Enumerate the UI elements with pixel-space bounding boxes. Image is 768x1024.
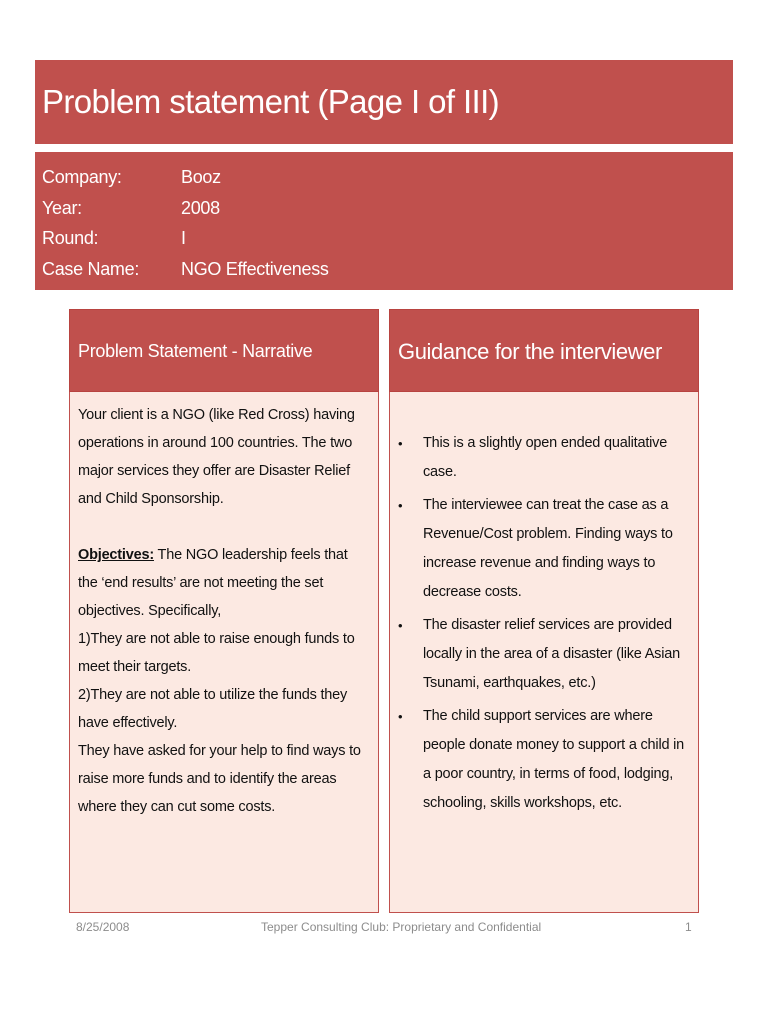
info-row-case-name <box>42 254 733 285</box>
list-item <box>398 429 688 487</box>
objective-point-1: 1)They are not able to raise enough funds to meet their targets. <box>78 631 355 675</box>
narrative-heading: Problem Statement - Narrative <box>69 309 379 392</box>
title-bar <box>35 60 733 144</box>
bullet-icon: • <box>398 709 403 724</box>
bullet-icon: • <box>398 436 403 451</box>
guidance-heading: Guidance for the interviewer <box>389 309 699 392</box>
info-row-round <box>42 223 733 254</box>
info-row-company <box>42 162 733 193</box>
bullet-text: The child support services are where people donate money to support a child in a poor country, in terms of food, lodging, schooling, skills workshops, etc. <box>423 708 685 811</box>
info-row-year <box>42 193 733 224</box>
page-title: Problem statement (Page I of III) <box>42 83 500 120</box>
case-info-panel <box>35 152 733 290</box>
list-item <box>398 702 688 818</box>
case-name-label: Case Name: <box>42 258 140 279</box>
objectives-paragraph <box>78 541 370 625</box>
guidance-list <box>398 429 688 818</box>
footer-date: 8/25/2008 <box>76 920 130 934</box>
year-value: 2008 <box>181 197 220 218</box>
narrative-intro: Your client is a NGO (like Red Cross) having operations in around 100 countries. The two major services they offer are Disaster Relief and Child Sponsorship. <box>78 407 355 507</box>
footer-confidential: Tepper Consulting Club: Proprietary and Confidential <box>261 920 542 934</box>
objectives-label: Objectives: <box>78 547 154 563</box>
narrative-panel <box>69 309 379 913</box>
round-value: I <box>181 228 186 248</box>
objectives-text: The NGO leadership feels that the ‘end results’ are not meeting the set objectives. Specifically, <box>78 547 348 619</box>
page-number: 1 <box>685 920 692 934</box>
guidance-body <box>389 392 699 913</box>
bullet-text: This is a slightly open ended qualitative case. <box>423 435 668 480</box>
company-value: Booz <box>181 167 221 187</box>
bullet-icon: • <box>398 498 403 513</box>
guidance-panel <box>389 309 699 913</box>
narrative-body <box>69 392 379 913</box>
case-name-value: NGO Effectiveness <box>181 258 329 279</box>
narrative-closing: They have asked for your help to find ways to raise more funds and to identify the areas where they can cut some costs. <box>78 743 361 815</box>
year-label: Year: <box>42 197 82 218</box>
list-item <box>398 491 688 607</box>
company-label: Company: <box>42 167 122 187</box>
bullet-text: The disaster relief services are provided locally in the area of a disaster (like Asian Tsunami, earthquakes, etc.) <box>423 617 680 691</box>
bullet-icon: • <box>398 618 403 633</box>
round-label: Round: <box>42 228 99 248</box>
paragraph-gap <box>78 513 370 541</box>
list-item <box>398 611 688 698</box>
bullet-text: The interviewee can treat the case as a Revenue/Cost problem. Finding ways to increase revenue and finding ways to decrease costs. <box>423 497 673 600</box>
objective-point-2: 2)They are not able to utilize the funds they have effectively. <box>78 687 348 731</box>
